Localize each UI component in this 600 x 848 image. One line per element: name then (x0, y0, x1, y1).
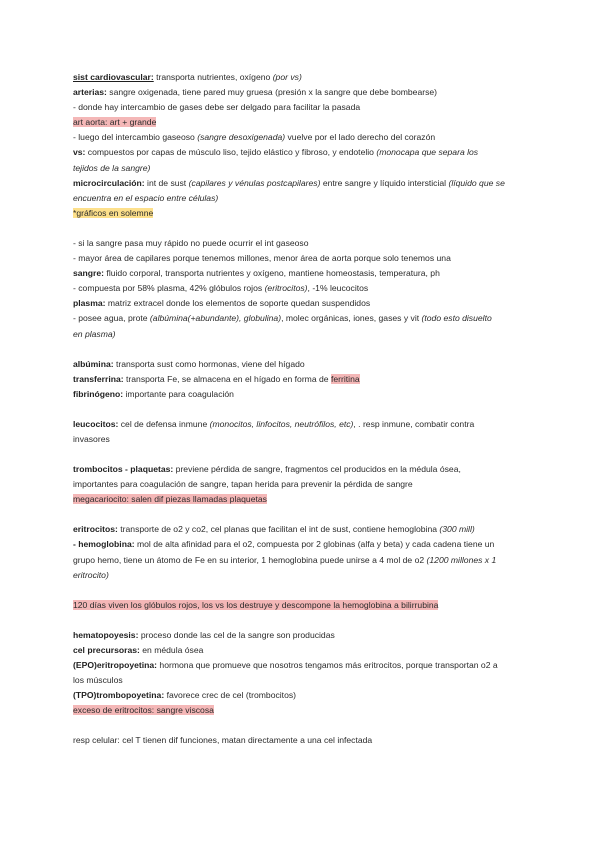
note-line: - si la sangre pasa muy rápido no puede ocurrir el int gaseoso (73, 237, 309, 248)
note-text: transporte de o2 y co2, cel planas que facilitan el int de sust, contiene hemoglobina (117, 524, 440, 535)
term: (TPO)trombopoyetina: (73, 690, 165, 701)
note-line (73, 492, 533, 507)
note-text: importante para coagulación (123, 388, 234, 399)
note-line (73, 537, 533, 552)
note-text: hormona que promueve que nosotros tengamos más eritrocitos, porque transportan o2 a (157, 660, 498, 670)
term: sangre: (73, 268, 105, 279)
note-italic: (sangre desoxigenada) (197, 132, 286, 143)
note-text: mol de alta afinidad para el o2, compuesta por 2 globinas (alfa y beta) y cada cadena tiene un (134, 539, 495, 550)
note-line (73, 688, 533, 703)
term: transferrina: (73, 373, 124, 384)
note-line (73, 703, 533, 718)
note-line (73, 145, 533, 160)
note-text: proceso donde las cel de la sangre son producidas (138, 629, 335, 640)
highlighted-word: ferritina (330, 373, 360, 384)
term: sist cardiovascular: (73, 72, 154, 82)
note-text: compuestos por capas de músculo liso, tejido elástico y fibroso, y endotelio (85, 147, 377, 158)
term: trombocitos - plaquetas: (73, 464, 174, 475)
note-italic: (1200 millones x 1 (426, 554, 497, 565)
note-line (73, 327, 533, 342)
note-line (73, 553, 533, 568)
note-italic: (capilares y vénulas postcapilares) (188, 177, 321, 188)
note-line (73, 296, 533, 311)
term: vs: (73, 147, 86, 158)
note-line (73, 191, 533, 206)
note-line: - mayor área de capilares porque tenemos millones, menor área de aorta porque solo tenemos una (73, 253, 451, 264)
note-line (73, 161, 533, 176)
note-line (73, 417, 533, 432)
note-text: - luego del intercambio gaseoso (73, 132, 198, 143)
note-italic: (albúmina(+abundante), globulina) (149, 313, 282, 324)
note-italic: (líquido que se (448, 177, 505, 188)
note-text: previene pérdida de sangre, fragmentos cel producidos en la médula ósea, (173, 464, 461, 475)
note-text: transporta sust como hormonas, viene del hígado (113, 358, 305, 369)
term: leucocitos: (73, 418, 119, 429)
note-text: favorece crec de cel (trombocitos) (164, 690, 297, 701)
note-line (73, 372, 533, 387)
blank-line (73, 507, 533, 522)
note-line (73, 387, 533, 402)
note-italic: (por vs) (272, 72, 302, 82)
blank-line (73, 342, 533, 357)
note-text: int de sust (144, 177, 189, 188)
note-text: matriz extracel donde los elementos de soporte quedan suspendidos (105, 298, 371, 309)
note-line (73, 598, 533, 613)
blank-line (73, 583, 533, 598)
note-line: importantes para coagulación de sangre, tapan herida para prevenir la pérdida de sangre (73, 479, 413, 490)
note-text: - compuesta por 58% plasma, 42% glóbulos rojos (73, 283, 265, 294)
note-line (73, 628, 533, 643)
note-line: - donde hay intercambio de gases debe ser delgado para facilitar la pasada (73, 102, 361, 113)
note-line (73, 568, 533, 583)
note-line (73, 266, 533, 281)
highlighted-note: exceso de eritrocitos: sangre viscosa (73, 705, 214, 716)
note-text: grupo hemo, tiene un átomo de Fe en su interior, 1 hemoglobina puede unirse a 4 mol de o2 (73, 554, 427, 565)
note-text: , -1% leucocitos (307, 283, 369, 294)
note-italic: (300 mill) (439, 524, 475, 535)
highlighted-note: *gráficos en solemne (73, 207, 154, 218)
highlighted-note: 120 días viven los glóbulos rojos, los vs los destruye y descompone la hemoglobina a bilirrubina (73, 599, 439, 610)
blank-line (73, 613, 533, 628)
note-line (73, 643, 533, 658)
note-line (73, 357, 533, 372)
term: albúmina: (73, 358, 114, 369)
note-line (73, 658, 533, 673)
note-line (73, 176, 533, 191)
note-line (73, 130, 533, 145)
notes-content (73, 70, 533, 748)
note-italic: (eritrocitos) (264, 283, 308, 294)
note-line: invasores (73, 433, 110, 444)
term: microcirculación: (73, 177, 145, 188)
note-italic: eritrocito) (73, 569, 109, 580)
note-line (73, 281, 533, 296)
term: eritrocitos: (73, 524, 118, 535)
note-italic: (monocapa que separa los (376, 147, 479, 158)
note-italic: (monocitos, linfocitos, neutrófilos, etc) (209, 418, 354, 429)
note-line (73, 522, 533, 537)
note-text: entre sangre y líquido intersticial (320, 177, 449, 188)
note-text: transporta nutrientes, oxígeno (153, 72, 273, 82)
blank-line (73, 221, 533, 236)
highlighted-note: megacariocito: salen dif piezas llamadas plaquetas (73, 494, 267, 505)
term: fibrinógeno: (73, 388, 124, 399)
highlighted-note: art aorta: art + grande (73, 117, 157, 128)
note-text: , molec orgánicas, iones, gases y vit (281, 313, 422, 324)
note-line (73, 115, 533, 130)
note-italic: encuentra en el espacio entre células) (73, 192, 219, 203)
note-line (73, 462, 533, 477)
term: arterias: (73, 87, 107, 98)
note-text: , . resp inmune, combatir contra (353, 418, 475, 429)
note-line: resp celular: cel T tienen dif funciones, matan directamente a una cel infectada (73, 735, 373, 746)
blank-line (73, 718, 533, 733)
note-line (73, 311, 533, 326)
note-text: cel de defensa inmune (118, 418, 210, 429)
note-line (73, 70, 533, 85)
term: cel precursoras: (73, 644, 140, 655)
note-line (73, 85, 533, 100)
blank-line (73, 402, 533, 417)
note-line (73, 206, 533, 221)
term: hematopoyesis: (73, 629, 139, 640)
note-text: sangre oxigenada, tiene pared muy gruesa (presión x la sangre que debe bombearse) (106, 87, 438, 98)
note-text: vuelve por el lado derecho del corazón (285, 132, 436, 143)
term: plasma: (73, 298, 106, 309)
note-italic: en plasma) (73, 328, 116, 339)
note-text: en médula ósea (139, 644, 204, 655)
note-text: fluido corporal, transporta nutrientes y oxígeno, mantiene homeostasis, temperatura, ph (104, 268, 440, 279)
note-italic: tejidos de la sangre) (73, 162, 151, 173)
note-text: transporta Fe, se almacena en el hígado en forma de (123, 373, 331, 384)
note-line: los músculos (73, 675, 123, 686)
note-text: - posee agua, prote (73, 313, 150, 324)
term: - hemoglobina: (73, 539, 135, 550)
term: (EPO)eritropoyetina: (73, 660, 158, 670)
note-italic: (todo esto disuelto (421, 313, 492, 324)
blank-line (73, 447, 533, 462)
